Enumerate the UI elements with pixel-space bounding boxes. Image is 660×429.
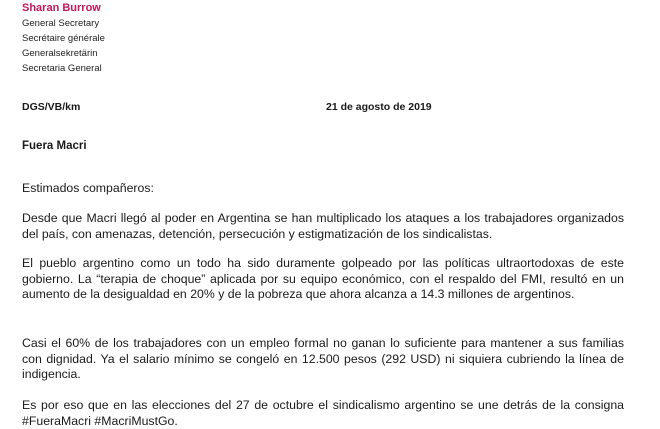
letter-paragraph: Desde que Macri llegó al poder en Argentina se han multiplicado los ataques a los trabajadores organizados del país, con amenazas, detención, persecución y estigmatización de los sindicalistas. [22, 211, 624, 241]
letter-paragraph: Es por eso que en las elecciones del 27 de octubre el sindicalismo argentino se une detrás de la consigna #FueraMacri #MacriMustGo. [22, 398, 624, 428]
sender-block [22, 1, 105, 76]
letter-paragraph: El pueblo argentino como un todo ha sido duramente golpeado por las políticas ultraortodoxas de este gobierno. La “terapia de choque” aplicada por su equipo económico, con el respaldo del FMI, resultó en un aumento de la desigualdad en 20% y de la pobreza que ahora alcanza a 14.3 millones de argentinos. [22, 256, 624, 301]
sender-title-es: Secretaria General [22, 63, 102, 74]
sender-title-fr: Secrétaire générale [22, 33, 105, 44]
sender-title-de: Generalsekretärin [22, 48, 98, 59]
letter-reference: DGS/VB/km [22, 101, 81, 113]
sender-name: Sharan Burrow [22, 2, 101, 14]
letter-date: 21 de agosto de 2019 [326, 101, 432, 113]
letter-greeting: Estimados compañeros: [22, 181, 154, 195]
sender-title-en: General Secretary [22, 18, 100, 29]
letter-subject: Fuera Macri [22, 140, 87, 152]
letter-paragraph: Casi el 60% de los trabajadores con un empleo formal no ganan lo suficiente para mantener a sus familias con dignidad. Ya el salario mínimo se congeló en 12.500 pesos (292 USD) ni siquiera cubriendo la línea de indigencia. [22, 336, 624, 381]
